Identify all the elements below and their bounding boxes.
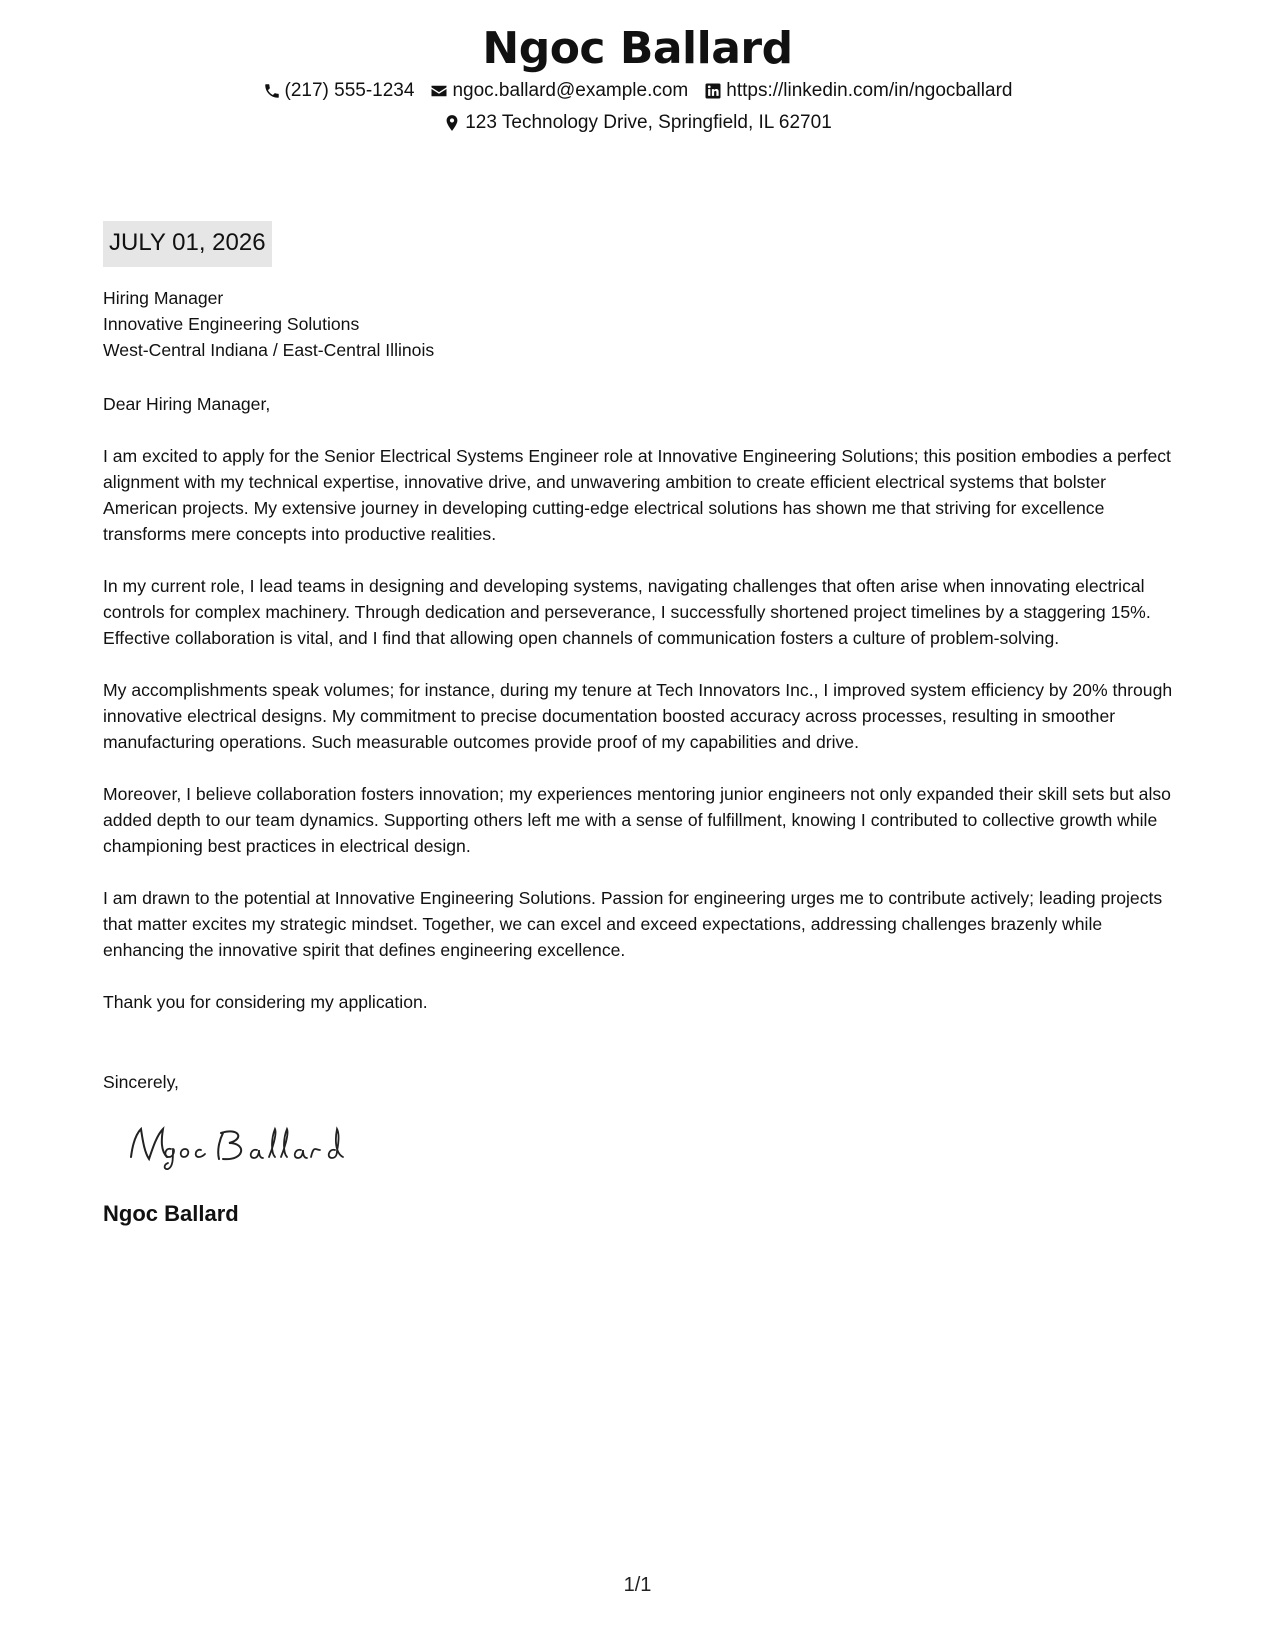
letter-date: JULY 01, 2026 xyxy=(103,221,272,267)
body-paragraph: I am excited to apply for the Senior Electrical Systems Engineer role at Innovative Engineering Solutions; this position embodies a perfect alignment with my technical expertise, innovative drive, and unwavering ambition to create efficient electrical systems that bolster American projects. My extensive journey in developing cutting-edge electrical solutions has shown me that striving for excellence transforms mere concepts into productive realities. xyxy=(103,446,1171,544)
salutation: Dear Hiring Manager, xyxy=(103,394,271,414)
body-paragraph: Moreover, I believe collaboration fosters innovation; my experiences mentoring junior engineers not only expanded their skill sets but also added depth to our team dynamics. Supporting others left me with a sense of fulfillment, knowing I contributed to collective growth while championing best practices in electrical design. xyxy=(103,784,1171,856)
applicant-name: Ngoc Ballard xyxy=(482,23,793,74)
recipient-location: West-Central Indiana / East-Central Illinois xyxy=(103,340,435,360)
letter-body xyxy=(103,221,1175,1228)
recipient-title: Hiring Manager xyxy=(103,288,224,308)
contact-row-secondary xyxy=(0,110,1275,136)
signoff: Sincerely, xyxy=(103,1072,179,1092)
body-paragraph: My accomplishments speak volumes; for instance, during my tenure at Tech Innovators Inc., I improved system efficiency by 20% through innovative electrical designs. My commitment to precise documentation boosted accuracy across processes, resulting in smoother manufacturing operations. Such measurable outcomes provide proof of my capabilities and drive. xyxy=(103,680,1173,752)
contact-linkedin[interactable] xyxy=(704,78,1012,104)
contact-email[interactable] xyxy=(430,78,688,104)
linkedin-icon xyxy=(704,82,722,100)
body-paragraph: I am drawn to the potential at Innovative Engineering Solutions. Passion for engineering urges me to contribute actively; leading projects that matter excites my strategic mindset. Together, we can excel and exceed expectations, addressing challenges brazenly while enhancing the innovative spirit that defines engineering excellence. xyxy=(103,888,1163,960)
recipient-company: Innovative Engineering Solutions xyxy=(103,314,360,334)
recipient-block xyxy=(103,285,1175,363)
phone-icon xyxy=(263,82,281,100)
contact-phone xyxy=(263,78,415,104)
contact-row-primary xyxy=(0,78,1275,104)
contact-address xyxy=(443,110,832,136)
signer-name: Ngoc Ballard xyxy=(103,1201,239,1226)
email-address[interactable]: ngoc.ballard@example.com xyxy=(452,80,689,101)
closing-line: Thank you for considering my application. xyxy=(103,992,428,1012)
map-pin-icon xyxy=(443,114,461,132)
envelope-icon xyxy=(430,82,448,100)
page-indicator: 1/1 xyxy=(623,1574,652,1596)
street-address: 123 Technology Drive, Springfield, IL 62701 xyxy=(465,112,832,133)
phone-number: (217) 555-1234 xyxy=(284,80,415,101)
body-paragraph: In my current role, I lead teams in designing and developing systems, navigating challenges that often arise when innovating electrical controls for complex machinery. Through dedication and perseverance, I successfully shortened project timelines by a staggering 15%. Effective collaboration is vital, and I find that allowing open channels of communication fosters a culture of problem-solving. xyxy=(103,576,1151,648)
handwritten-signature xyxy=(123,1119,353,1173)
linkedin-url[interactable]: https://linkedin.com/in/ngocballard xyxy=(726,80,1013,101)
letter-header xyxy=(0,22,1275,136)
